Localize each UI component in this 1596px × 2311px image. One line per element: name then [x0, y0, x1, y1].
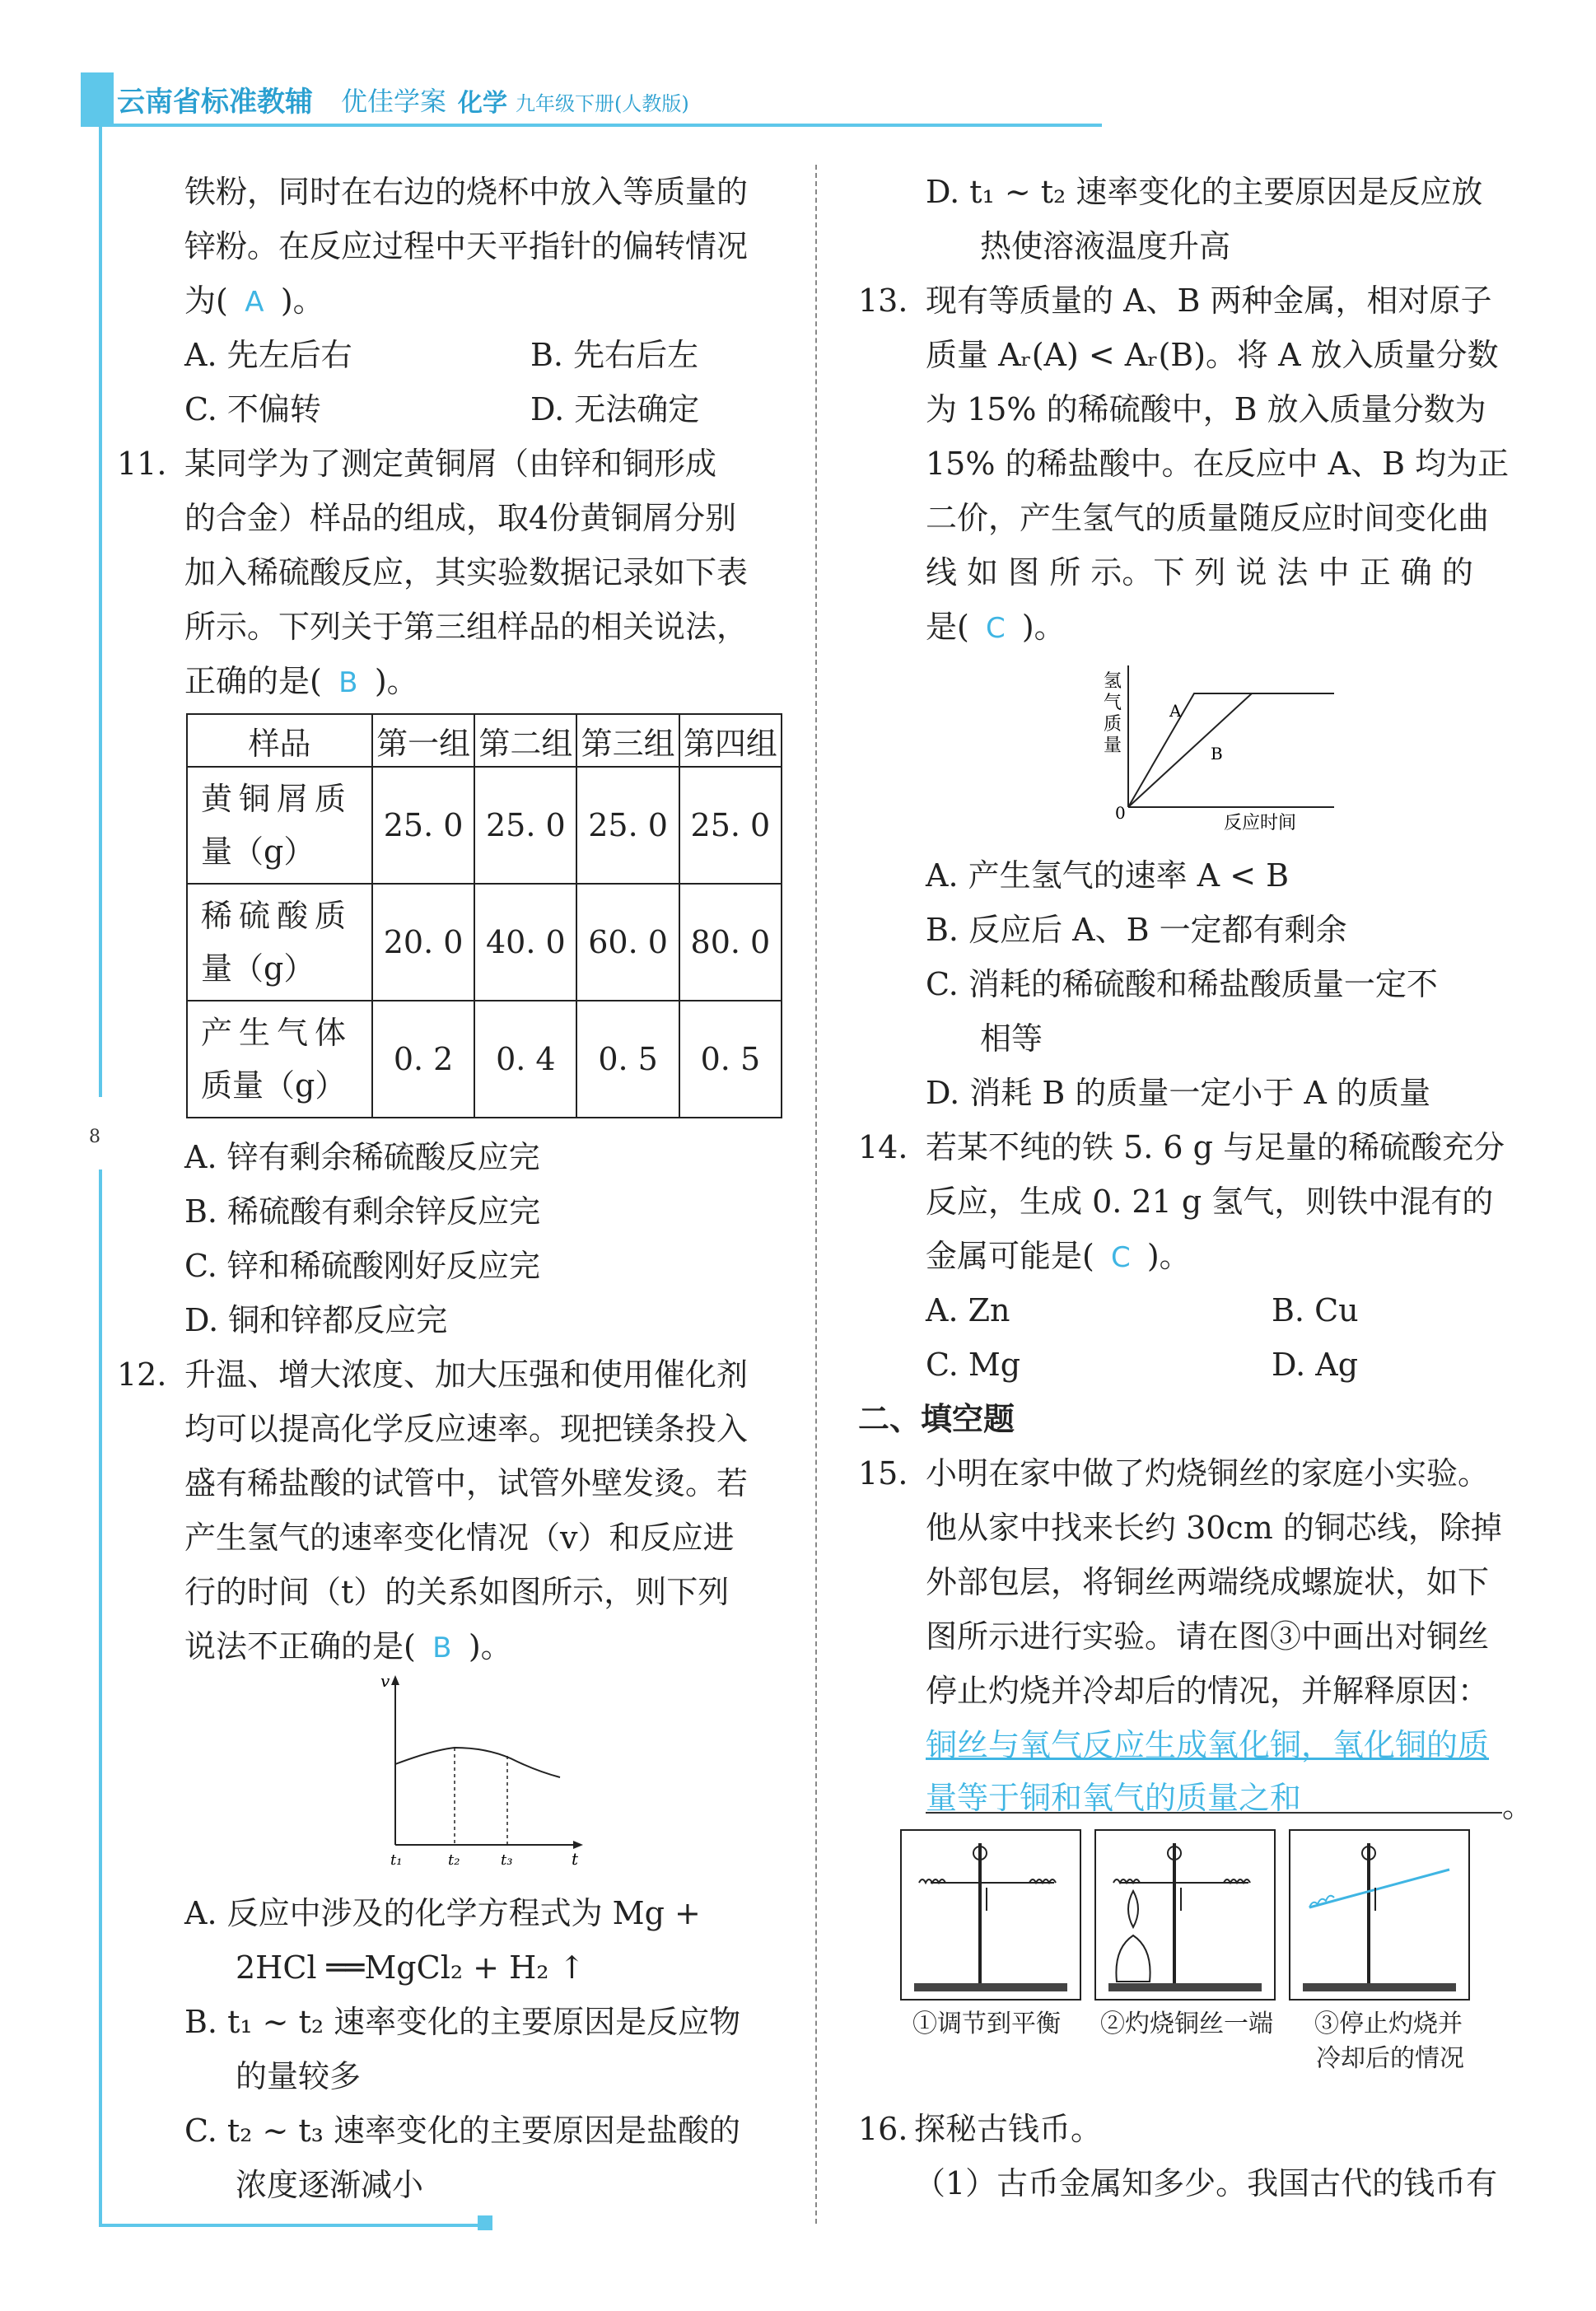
q12-option-d-1: D. t₁ ~ t₂ 速率变化的主要原因是反应放	[926, 174, 1483, 210]
q11-number: 11.	[117, 446, 167, 482]
table-header: 第四组	[679, 714, 782, 767]
figure-2-heating	[1095, 1830, 1275, 2000]
q11-line-5	[184, 654, 418, 710]
rate-curve	[395, 1748, 560, 1777]
q12-option-b-2: 的量较多	[236, 2058, 362, 2094]
row-label-line: 量（g）	[201, 833, 315, 870]
q14-option-d: D. Ag	[1272, 1347, 1359, 1383]
q12-line-4: 产生氢气的速率变化情况（v）和反应进	[184, 1520, 735, 1556]
y-label-char: 氢	[1104, 671, 1122, 692]
q12-line-2: 均可以提高化学反应速率。现把镁条投入	[184, 1411, 749, 1447]
q12-option-a-2: 2HCl ══MgCl₂ + H₂ ↑	[236, 1949, 586, 1986]
q12-option-c-1: C. t₂ ~ t₃ 速率变化的主要原因是盐酸的	[184, 2113, 740, 2149]
q14-line-3	[926, 1229, 1191, 1285]
q11-close: )。	[374, 663, 418, 699]
q14-number: 14.	[858, 1129, 908, 1165]
q12-line-1: 升温、增大浓度、加大压强和使用催化剂	[184, 1356, 749, 1393]
q15-line-2: 他从家中找来长约 30cm 的铜芯线，除掉	[926, 1510, 1502, 1546]
stand-base	[1303, 1983, 1456, 1991]
table-header: 样品	[187, 714, 372, 767]
q11-answer: B	[338, 666, 358, 699]
q12-rate-graph	[362, 1672, 593, 1870]
q12-close: )。	[468, 1628, 512, 1664]
q11-data-table	[186, 713, 782, 1118]
q11-prompt: 正确的是(	[184, 663, 322, 699]
table-cell: 80. 0	[679, 884, 782, 1001]
series-b-line	[1128, 693, 1252, 807]
q10-line-3	[184, 273, 324, 329]
q13-line-7	[926, 600, 1066, 656]
q10-answer: A	[245, 286, 264, 319]
table-cell: 25. 0	[576, 767, 679, 884]
q12-option-b-1: B. t₁ ~ t₂ 速率变化的主要原因是反应物	[184, 2004, 741, 2040]
y-label-char: 气	[1104, 693, 1122, 713]
q10-line-1: 铁粉，同时在右边的烧杯中放入等质量的	[184, 174, 749, 210]
caption-figure-3-line-1: ③停止灼烧并	[1314, 2010, 1463, 2038]
table-row	[187, 1001, 782, 1118]
q10-option-b: B. 先右后左	[530, 337, 699, 373]
table-cell: 20. 0	[372, 884, 474, 1001]
row-label	[187, 884, 372, 1001]
q13-hydrogen-graph	[1087, 659, 1351, 840]
q12-prompt: 说法不正确的是(	[184, 1628, 416, 1664]
table-cell: 25. 0	[474, 767, 576, 884]
margin-line-bottom	[99, 1170, 102, 2224]
q12-line-5: 行的时间（t）的关系如图所示，则下列	[184, 1574, 730, 1610]
x-label: 反应时间	[1224, 813, 1297, 833]
figure-frame	[1095, 1830, 1275, 2000]
caption-figure-2: ②灼烧铜丝一端	[1100, 2010, 1273, 2038]
header-series: 云南省标准教辅	[117, 86, 313, 119]
series-a-label: A	[1169, 701, 1182, 721]
q16-sub: （1）古币金属知多少。我国古代的钱币有	[914, 2165, 1498, 2201]
x-label: t	[572, 1849, 579, 1869]
q15-answer-line-2: 量等于铜和氧气的质量之和	[926, 1780, 1302, 1816]
q10-close: )。	[280, 282, 324, 319]
q14-close: )。	[1146, 1238, 1191, 1274]
q15-apparatus-figures	[898, 1828, 1482, 2026]
q11-option-a: A. 锌有剩余稀硫酸反应完	[184, 1139, 540, 1175]
header-left-bar	[81, 72, 114, 125]
q10-line-2: 锌粉。在反应过程中天平指针的偏转情况	[184, 228, 749, 264]
y-label-char: 质	[1104, 714, 1122, 735]
q15-line-4: 图所示进行实验。请在图③中画出对铜丝	[926, 1618, 1490, 1655]
q13-line-5: 二价，产生氢气的质量随反应时间变化曲	[926, 500, 1490, 536]
q13-line-1: 现有等质量的 A、B 两种金属，相对原子	[926, 282, 1492, 319]
q13-line-4: 15% 的稀盐酸中。在反应中 A、B 均为正	[926, 446, 1510, 482]
q10-option-d: D. 无法确定	[530, 391, 700, 427]
x-axis-arrow	[573, 1841, 583, 1849]
q11-option-c: C. 锌和稀硫酸刚好反应完	[184, 1248, 540, 1284]
footer-square	[478, 2215, 492, 2230]
q13-option-b: B. 反应后 A、B 一定都有剩余	[926, 912, 1347, 948]
q15-line-5: 停止灼烧并冷却后的情况，并解释原因：	[926, 1673, 1490, 1709]
footer-rule	[99, 2224, 486, 2227]
table-cell: 0. 2	[372, 1001, 474, 1118]
q12-line-3: 盛有稀盐酸的试管中，试管外壁发烫。若	[184, 1465, 749, 1501]
q13-line-2: 质量 Aᵣ(A) < Aᵣ(B)。将 A 放入质量分数	[926, 337, 1499, 373]
q16-number: 16.	[858, 2111, 908, 2147]
table-row	[187, 767, 782, 884]
y-label: v	[380, 1672, 390, 1691]
series-b-label: B	[1211, 744, 1223, 763]
table-cell: 60. 0	[576, 884, 679, 1001]
page-number: 8	[89, 1127, 100, 1147]
section-title: 二、填空题	[858, 1401, 1015, 1437]
q16-title: 探秘古钱币。	[914, 2111, 1103, 2147]
row-label-line: 质量（g）	[201, 1067, 347, 1104]
q15-number: 15.	[858, 1455, 908, 1492]
row-label-line: 黄铜屑质	[201, 781, 353, 817]
q11-line-3: 加入稀硫酸反应，其实验数据记录如下表	[184, 554, 749, 591]
q13-line-3: 为 15% 的稀硫酸中，B 放入质量分数为	[926, 391, 1486, 427]
column-divider	[815, 165, 817, 2224]
q11-line-2: 的合金）样品的组成，取4份黄铜屑分别	[184, 500, 737, 536]
drawn-tilted-wire	[1309, 1870, 1449, 1907]
q12-number: 12.	[117, 1356, 167, 1393]
tick-t2: t₂	[448, 1851, 460, 1869]
q12-option-c-2: 浓度逐渐减小	[236, 2167, 424, 2203]
q14-line-1: 若某不纯的铁 5. 6 g 与足量的稀硫酸充分	[926, 1129, 1505, 1165]
row-label-line: 稀硫酸质	[201, 898, 353, 934]
table-cell: 0. 4	[474, 1001, 576, 1118]
q13-option-c-1: C. 消耗的稀硫酸和稀盐酸质量一定不	[926, 966, 1438, 1002]
figure-frame	[1290, 1830, 1469, 2000]
q12-answer: B	[432, 1632, 452, 1664]
tick-t1: t₁	[390, 1851, 403, 1869]
q11-option-d: D. 铜和锌都反应完	[184, 1302, 448, 1338]
figure-1-balance	[901, 1830, 1080, 2000]
y-label-char: 量	[1104, 735, 1122, 756]
q10-prompt: 为(	[184, 282, 228, 319]
q13-line-6: 线 如 图 所 示。下 列 说 法 中 正 确 的	[926, 554, 1473, 591]
q13-close: )。	[1021, 609, 1066, 645]
table-cell: 25. 0	[372, 767, 474, 884]
q13-option-c-2: 相等	[980, 1020, 1043, 1057]
header-rule	[81, 124, 1102, 127]
caption-figure-3-line-2: 冷却后的情况	[1316, 2044, 1464, 2073]
q14-option-c: C. Mg	[926, 1347, 1021, 1383]
stand-base	[1108, 1983, 1262, 1991]
table-cell: 25. 0	[679, 767, 782, 884]
q12-line-6	[184, 1619, 512, 1675]
table-cell: 40. 0	[474, 884, 576, 1001]
q11-option-b: B. 稀硫酸有剩余锌反应完	[184, 1193, 541, 1230]
q11-line-1: 某同学为了测定黄铜屑（由锌和铜形成	[184, 446, 717, 482]
q13-prompt: 是(	[926, 609, 969, 645]
q13-option-d: D. 消耗 B 的质量一定小于 A 的质量	[926, 1075, 1430, 1111]
row-label-line: 量（g）	[201, 950, 315, 987]
margin-line-top	[99, 125, 102, 1097]
q14-prompt: 金属可能是(	[926, 1238, 1094, 1274]
alcohol-lamp	[1116, 1935, 1150, 1982]
q15-line-3: 外部包层，将铜丝两端绕成螺旋状，如下	[926, 1564, 1490, 1600]
q15-answer-underline	[926, 1812, 1502, 1814]
tick-t3: t₃	[501, 1851, 513, 1869]
header-book: 优佳学案	[341, 86, 447, 117]
origin-label: 0	[1115, 803, 1126, 823]
q14-line-2: 反应，生成 0. 21 g 氢气，则铁中混有的	[926, 1184, 1494, 1220]
table-header: 第三组	[576, 714, 679, 767]
q13-option-a: A. 产生氢气的速率 A < B	[926, 857, 1290, 894]
row-label-line: 产生气体	[201, 1015, 353, 1051]
q15-answer-line-1: 铜丝与氧气反应生成氧化铜，氧化铜的质	[926, 1727, 1490, 1763]
q13-number: 13.	[858, 282, 908, 319]
q10-option-a: A. 先左后右	[184, 337, 352, 373]
table-cell: 0. 5	[679, 1001, 782, 1118]
table-header-row	[187, 714, 782, 767]
row-label	[187, 1001, 372, 1118]
series-a-line	[1128, 693, 1334, 807]
q13-answer: C	[985, 612, 1006, 645]
q12-option-d-2: 热使溶液温度升高	[980, 228, 1231, 264]
caption-figure-1: ①调节到平衡	[912, 2010, 1061, 2038]
table-row	[187, 884, 782, 1001]
q12-option-a-1: A. 反应中涉及的化学方程式为 Mg +	[184, 1895, 701, 1931]
header-grade: 九年级下册(人教版)	[516, 92, 689, 115]
q10-option-c: C. 不偏转	[184, 391, 321, 427]
row-label	[187, 767, 372, 884]
stand-base	[914, 1983, 1067, 1991]
q14-answer: C	[1110, 1241, 1131, 1274]
table-header: 第二组	[474, 714, 576, 767]
figure-frame	[901, 1830, 1080, 2000]
header-subject: 化学	[458, 89, 507, 118]
q15-end: 。	[1502, 1788, 1534, 1824]
q14-option-a: A. Zn	[926, 1292, 1010, 1328]
table-cell: 0. 5	[576, 1001, 679, 1118]
y-axis-arrow	[391, 1675, 399, 1685]
q15-line-1: 小明在家中做了灼烧铜丝的家庭小实验。	[926, 1455, 1490, 1492]
q11-line-4: 所示。下列关于第三组样品的相关说法，	[184, 609, 749, 645]
q14-option-b: B. Cu	[1272, 1292, 1359, 1328]
table-header: 第一组	[372, 714, 474, 767]
flame	[1128, 1891, 1138, 1927]
figure-3-cooled	[1290, 1830, 1469, 2000]
